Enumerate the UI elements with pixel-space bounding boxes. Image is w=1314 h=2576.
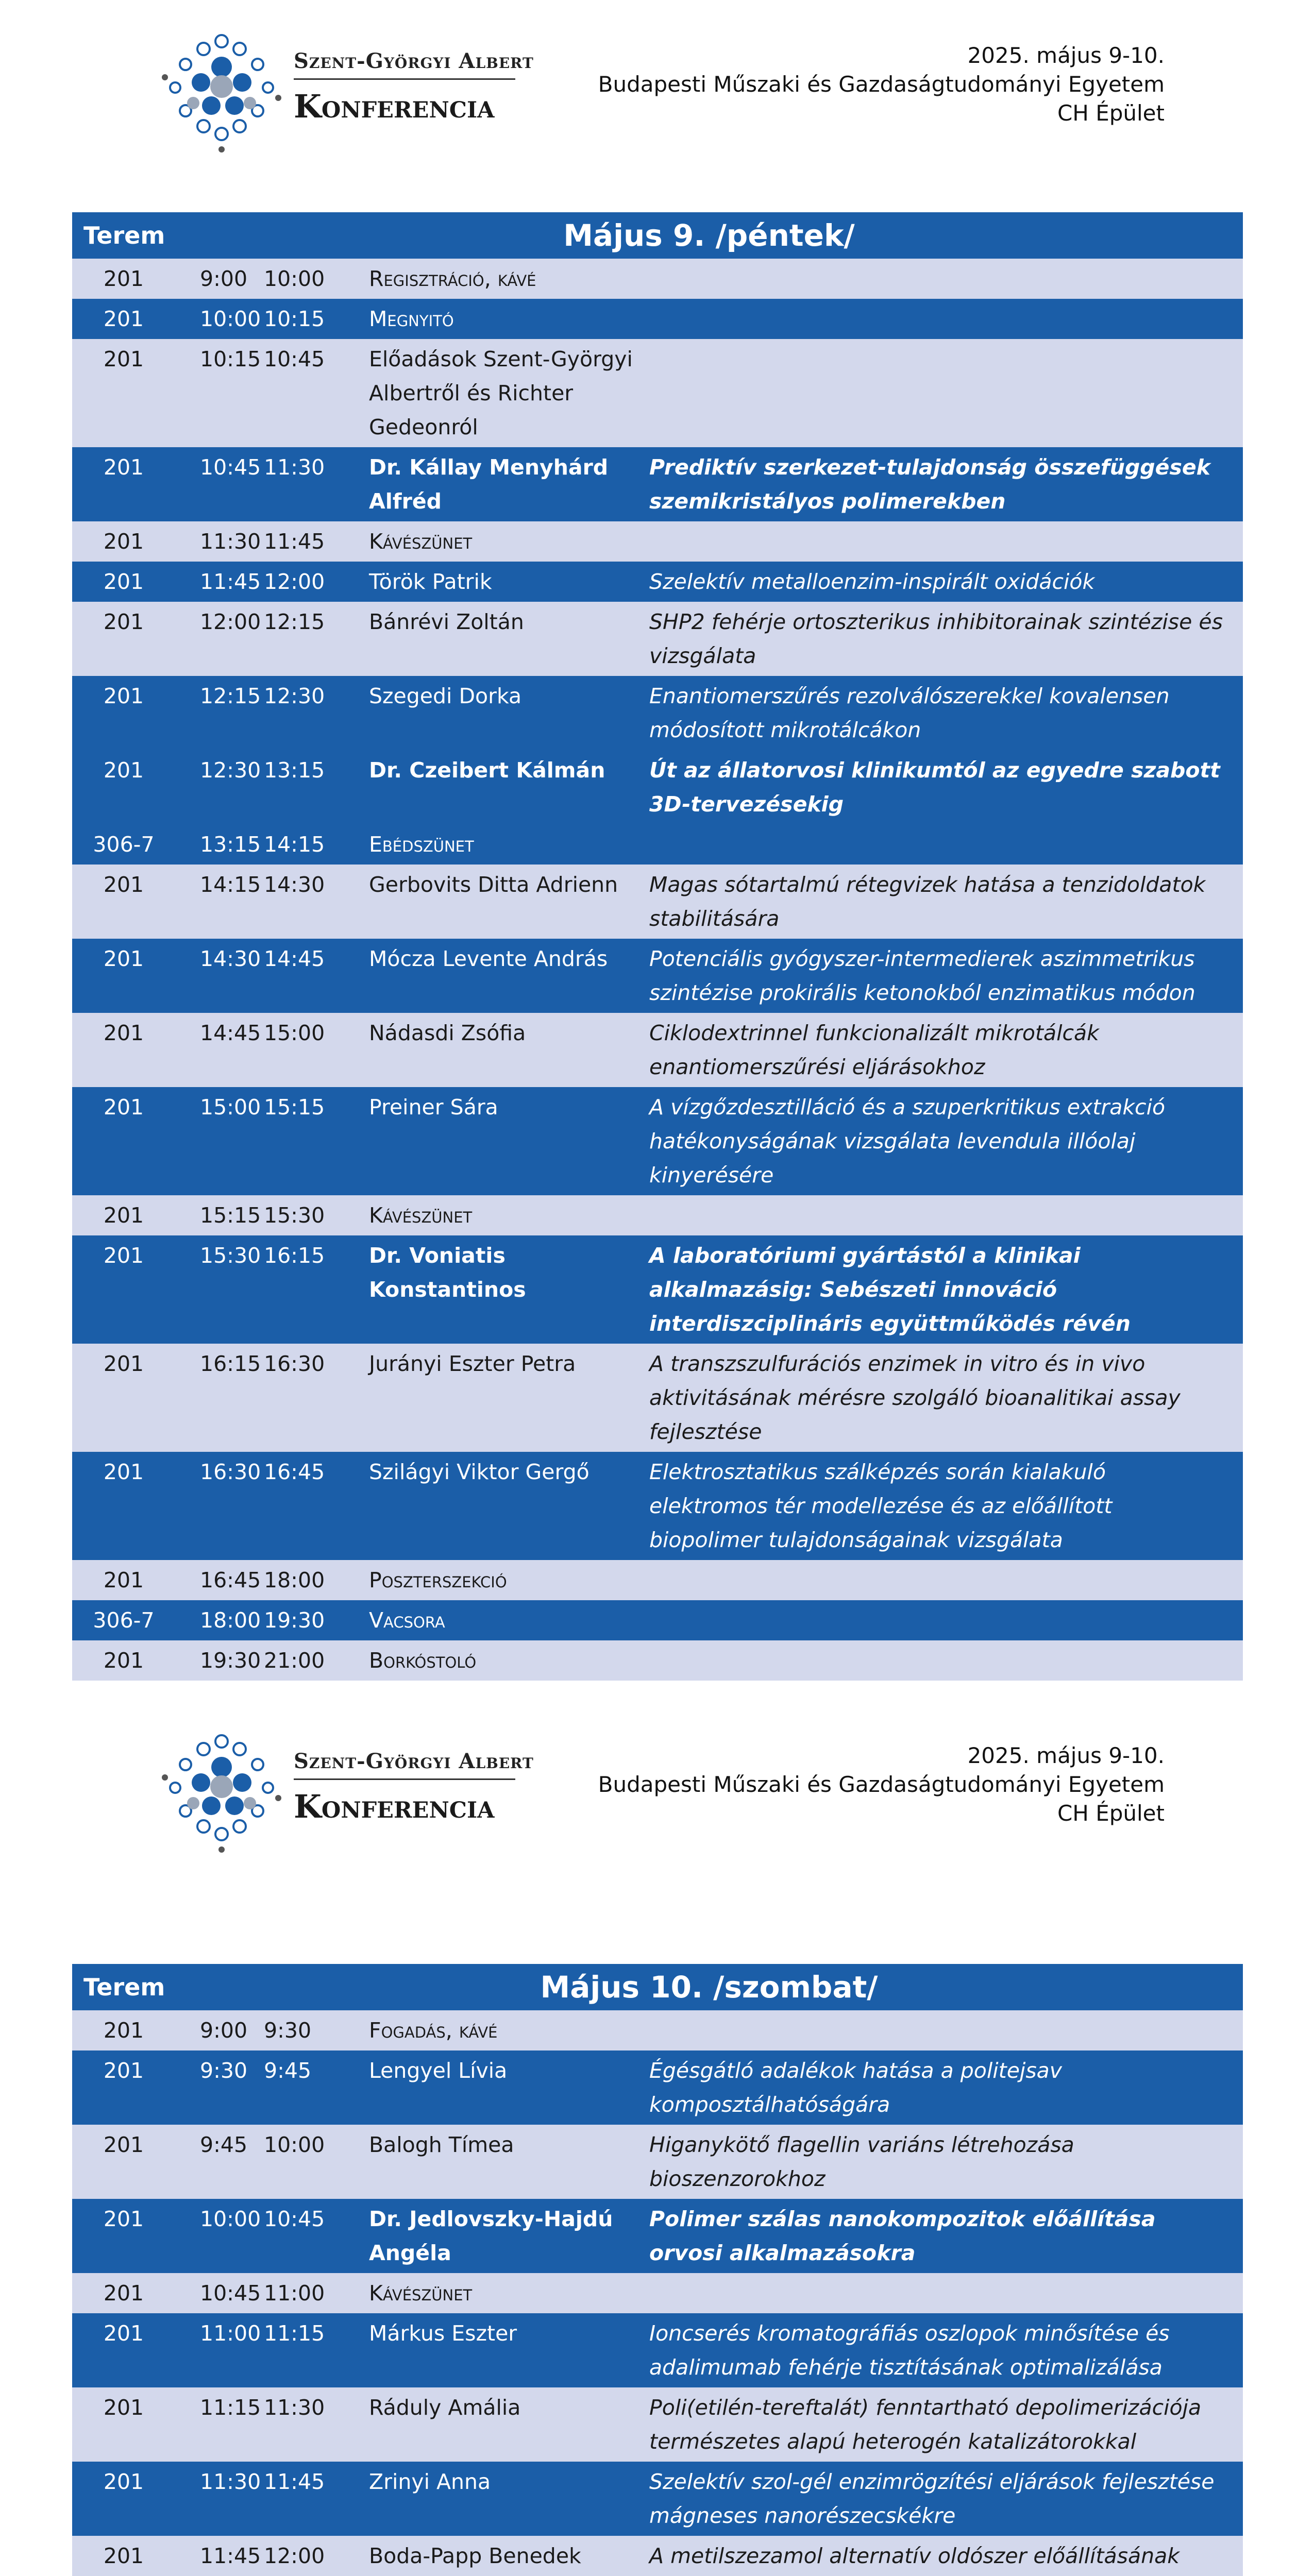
talk-title-cell: Szelektív metalloenzim-inspirált oxidációk xyxy=(649,562,1243,602)
room-cell: 201 xyxy=(72,1013,175,1087)
start-time-cell: 19:30 xyxy=(175,1640,258,1681)
room-cell: 201 xyxy=(72,865,175,939)
end-time-cell: 9:45 xyxy=(258,2050,366,2125)
talk-title-cell: Polimer szálas nanokompozitok előállítása orvosi alkalmazásokra xyxy=(649,2199,1243,2273)
speaker-cell: Gerbovits Ditta Adrienn xyxy=(366,865,649,939)
end-time-cell: 11:00 xyxy=(258,2273,366,2313)
talk-title-cell xyxy=(649,2010,1243,2050)
talk-title-cell: A vízgőzdesztilláció és a szuperkritikus extrakció hatékonyságának vizsgálata levendula illóolaj kinyerésére xyxy=(649,1087,1243,1195)
room-cell: 201 xyxy=(72,1195,175,1235)
start-time-cell: 12:30 xyxy=(175,750,258,824)
page-header xyxy=(0,1700,1314,1875)
start-time-cell: 10:00 xyxy=(175,299,258,339)
schedule-header-row xyxy=(72,1964,1243,2010)
logo-title-line2: Konferencia xyxy=(294,1788,495,1825)
schedule-row xyxy=(72,2125,1243,2199)
speaker-cell: Borkóstoló xyxy=(366,1640,649,1681)
logo-divider xyxy=(294,1778,515,1780)
end-time-cell: 15:15 xyxy=(258,1087,366,1195)
speaker-cell: Előadások Szent-Györgyi Albertről és Richter Gedeonról xyxy=(366,339,649,447)
talk-title-cell xyxy=(649,1600,1243,1640)
speaker-cell: Kávészünet xyxy=(366,521,649,562)
schedule-row xyxy=(72,1344,1243,1452)
end-time-cell: 11:30 xyxy=(258,447,366,521)
schedule-row xyxy=(72,824,1243,865)
talk-title-cell: SHP2 fehérje ortoszterikus inhibitorainak szintézise és vizsgálata xyxy=(649,602,1243,676)
room-cell: 201 xyxy=(72,750,175,824)
end-time-cell: 9:30 xyxy=(258,2010,366,2050)
talk-title-cell: A laboratóriumi gyártástól a klinikai alkalmazásig: Sebészeti innováció interdiszciplináris együttműködés révén xyxy=(649,1235,1243,1344)
start-time-cell: 14:45 xyxy=(175,1013,258,1087)
start-time-cell: 14:30 xyxy=(175,939,258,1013)
page-header xyxy=(0,0,1314,175)
room-cell: 201 xyxy=(72,562,175,602)
start-time-cell: 11:45 xyxy=(175,562,258,602)
event-building: CH Épület xyxy=(1057,100,1165,126)
schedule-row xyxy=(72,2010,1243,2050)
speaker-cell: Kávészünet xyxy=(366,2273,649,2313)
talk-title-cell: A metilszezamol alternatív oldószer előállításának xyxy=(649,2536,1243,2576)
talk-title-cell: Magas sótartalmú rétegvizek hatása a tenzidoldatok stabilitására xyxy=(649,865,1243,939)
end-time-cell: 14:45 xyxy=(258,939,366,1013)
speaker-cell: Preiner Sára xyxy=(366,1087,649,1195)
start-time-cell: 18:00 xyxy=(175,1600,258,1640)
talk-title-cell xyxy=(649,2273,1243,2313)
schedule-row xyxy=(72,1560,1243,1600)
schedule-row xyxy=(72,865,1243,939)
speaker-cell: Zrinyi Anna xyxy=(366,2462,649,2536)
speaker-cell: Török Patrik xyxy=(366,562,649,602)
end-time-cell: 10:15 xyxy=(258,299,366,339)
start-time-cell: 12:00 xyxy=(175,602,258,676)
event-date: 2025. május 9-10. xyxy=(967,43,1165,68)
room-cell: 201 xyxy=(72,339,175,447)
speaker-cell: Poszterszekció xyxy=(366,1560,649,1600)
start-time-cell: 9:00 xyxy=(175,259,258,299)
schedule-row xyxy=(72,2462,1243,2536)
schedule-row xyxy=(72,562,1243,602)
speaker-cell: Dr. Jedlovszky-Hajdú Angéla xyxy=(366,2199,649,2273)
room-cell: 201 xyxy=(72,2387,175,2462)
room-column-header: Terem xyxy=(72,212,175,259)
speaker-cell: Nádasdi Zsófia xyxy=(366,1013,649,1087)
room-cell: 201 xyxy=(72,2199,175,2273)
talk-title-cell: Ioncserés kromatográfiás oszlopok minősítése és adalimumab fehérje tisztításának optimalizálása xyxy=(649,2313,1243,2387)
end-time-cell: 10:45 xyxy=(258,339,366,447)
start-time-cell: 15:15 xyxy=(175,1195,258,1235)
event-venue: Budapesti Műszaki és Gazdaságtudományi Egyetem xyxy=(598,72,1165,97)
start-time-cell: 9:00 xyxy=(175,2010,258,2050)
talk-title-cell: Poli(etilén-tereftalát) fenntartható depolimerizációja természetes alapú heterogén katalizátorokkal xyxy=(649,2387,1243,2462)
room-cell: 201 xyxy=(72,2536,175,2576)
schedule-header-row xyxy=(72,212,1243,259)
event-info xyxy=(598,1741,1165,1828)
end-time-cell: 12:00 xyxy=(258,2536,366,2576)
schedule-table xyxy=(72,1964,1243,2576)
end-time-cell: 10:45 xyxy=(258,2199,366,2273)
end-time-cell: 18:00 xyxy=(258,1560,366,1600)
room-cell: 201 xyxy=(72,1452,175,1560)
talk-title-cell: Út az állatorvosi klinikumtól az egyedre szabott 3D-tervezésekig xyxy=(649,750,1243,824)
event-info xyxy=(598,41,1165,128)
speaker-cell: Ráduly Amália xyxy=(366,2387,649,2462)
talk-title-cell xyxy=(649,1195,1243,1235)
start-time-cell: 15:30 xyxy=(175,1235,258,1344)
start-time-cell: 14:15 xyxy=(175,865,258,939)
talk-title-cell xyxy=(649,339,1243,447)
end-time-cell: 12:30 xyxy=(258,676,366,750)
room-column-header: Terem xyxy=(72,1964,175,2010)
speaker-cell: Ebédszünet xyxy=(366,824,649,865)
end-time-cell: 11:15 xyxy=(258,2313,366,2387)
end-time-cell: 11:45 xyxy=(258,521,366,562)
talk-title-cell xyxy=(649,521,1243,562)
speaker-cell: Megnyitó xyxy=(366,299,649,339)
room-cell: 201 xyxy=(72,2010,175,2050)
talk-title-cell xyxy=(649,1640,1243,1681)
end-time-cell: 15:00 xyxy=(258,1013,366,1087)
talk-title-cell: Égésgátló adalékok hatása a politejsav komposztálhatóságára xyxy=(649,2050,1243,2125)
end-time-cell: 12:00 xyxy=(258,562,366,602)
start-time-cell: 11:00 xyxy=(175,2313,258,2387)
room-cell: 201 xyxy=(72,676,175,750)
end-time-cell: 14:30 xyxy=(258,865,366,939)
talk-title-cell: Szelektív szol-gél enzimrögzítési eljárások fejlesztése mágneses nanorészecskékre xyxy=(649,2462,1243,2536)
schedule-row xyxy=(72,1013,1243,1087)
end-time-cell: 15:30 xyxy=(258,1195,366,1235)
start-time-cell: 11:45 xyxy=(175,2536,258,2576)
schedule-row xyxy=(72,2273,1243,2313)
end-time-cell: 10:00 xyxy=(258,2125,366,2199)
talk-title-cell: A transzszulfurációs enzimek in vitro és in vivo aktivitásának mérésre szolgáló bioanalitikai assay fejlesztése xyxy=(649,1344,1243,1452)
talk-title-cell xyxy=(649,1560,1243,1600)
end-time-cell: 16:30 xyxy=(258,1344,366,1452)
schedule-row xyxy=(72,1640,1243,1681)
room-cell: 201 xyxy=(72,602,175,676)
logo-divider xyxy=(294,78,515,80)
schedule-row xyxy=(72,2050,1243,2125)
room-cell: 201 xyxy=(72,259,175,299)
start-time-cell: 11:30 xyxy=(175,2462,258,2536)
speaker-cell: Szilágyi Viktor Gergő xyxy=(366,1452,649,1560)
end-time-cell: 12:15 xyxy=(258,602,366,676)
logo-title-line1: Szent-Györgyi Albert xyxy=(294,1749,534,1773)
event-venue: Budapesti Műszaki és Gazdaságtudományi Egyetem xyxy=(598,1772,1165,1797)
room-cell: 201 xyxy=(72,299,175,339)
schedule-row xyxy=(72,1452,1243,1560)
day-title: Május 9. /péntek/ xyxy=(175,212,1243,259)
start-time-cell: 11:15 xyxy=(175,2387,258,2462)
start-time-cell: 16:45 xyxy=(175,1560,258,1600)
room-cell: 201 xyxy=(72,2462,175,2536)
room-cell: 201 xyxy=(72,1087,175,1195)
schedule-row xyxy=(72,939,1243,1013)
speaker-cell: Boda-Papp Benedek xyxy=(366,2536,649,2576)
talk-title-cell xyxy=(649,824,1243,865)
room-cell: 201 xyxy=(72,1560,175,1600)
room-cell: 201 xyxy=(72,2125,175,2199)
start-time-cell: 12:15 xyxy=(175,676,258,750)
room-cell: 201 xyxy=(72,1235,175,1344)
room-cell: 201 xyxy=(72,1344,175,1452)
speaker-cell: Szegedi Dorka xyxy=(366,676,649,750)
page-day-2 xyxy=(0,1700,1314,2576)
speaker-cell: Lengyel Lívia xyxy=(366,2050,649,2125)
talk-title-cell xyxy=(649,299,1243,339)
schedule-row xyxy=(72,1195,1243,1235)
start-time-cell: 16:30 xyxy=(175,1452,258,1560)
start-time-cell: 11:30 xyxy=(175,521,258,562)
logo-title-line1: Szent-Györgyi Albert xyxy=(294,49,534,73)
talk-title-cell xyxy=(649,259,1243,299)
schedule-row xyxy=(72,1600,1243,1640)
schedule-row xyxy=(72,259,1243,299)
end-time-cell: 16:45 xyxy=(258,1452,366,1560)
event-building: CH Épület xyxy=(1057,1801,1165,1826)
speaker-cell: Márkus Eszter xyxy=(366,2313,649,2387)
conference-logo xyxy=(155,21,534,160)
start-time-cell: 10:45 xyxy=(175,447,258,521)
start-time-cell: 9:30 xyxy=(175,2050,258,2125)
start-time-cell: 10:15 xyxy=(175,339,258,447)
speaker-cell: Dr. Kállay Menyhárd Alfréd xyxy=(366,447,649,521)
schedule-row xyxy=(72,447,1243,521)
room-cell: 201 xyxy=(72,447,175,521)
logo-title-line2: Konferencia xyxy=(294,88,495,125)
end-time-cell: 10:00 xyxy=(258,259,366,299)
room-cell: 201 xyxy=(72,2050,175,2125)
end-time-cell: 14:15 xyxy=(258,824,366,865)
start-time-cell: 15:00 xyxy=(175,1087,258,1195)
event-date: 2025. május 9-10. xyxy=(967,1743,1165,1768)
end-time-cell: 11:30 xyxy=(258,2387,366,2462)
talk-title-cell: Potenciális gyógyszer-intermedierek aszimmetrikus szintézise prokirális ketonokból enzimatikus módon xyxy=(649,939,1243,1013)
start-time-cell: 10:45 xyxy=(175,2273,258,2313)
start-time-cell: 9:45 xyxy=(175,2125,258,2199)
end-time-cell: 21:00 xyxy=(258,1640,366,1681)
schedule-table xyxy=(72,212,1243,1681)
speaker-cell: Fogadás, kávé xyxy=(366,2010,649,2050)
speaker-cell: Mócza Levente András xyxy=(366,939,649,1013)
start-time-cell: 10:00 xyxy=(175,2199,258,2273)
talk-title-cell: Elektrosztatikus szálképzés során kialakuló elektromos tér modellezése és az előállított biopolimer tulajdonságainak vizsgálata xyxy=(649,1452,1243,1560)
schedule-row xyxy=(72,2387,1243,2462)
end-time-cell: 16:15 xyxy=(258,1235,366,1344)
end-time-cell: 11:45 xyxy=(258,2462,366,2536)
speaker-cell: Bánrévi Zoltán xyxy=(366,602,649,676)
start-time-cell: 13:15 xyxy=(175,824,258,865)
room-cell: 201 xyxy=(72,2273,175,2313)
room-cell: 306-7 xyxy=(72,1600,175,1640)
schedule-row xyxy=(72,2313,1243,2387)
end-time-cell: 13:15 xyxy=(258,750,366,824)
molecule-logo-icon xyxy=(155,1721,289,1860)
schedule-row xyxy=(72,299,1243,339)
end-time-cell: 19:30 xyxy=(258,1600,366,1640)
schedule-row xyxy=(72,2536,1243,2576)
start-time-cell: 16:15 xyxy=(175,1344,258,1452)
room-cell: 201 xyxy=(72,939,175,1013)
molecule-logo-icon xyxy=(155,21,289,160)
room-cell: 201 xyxy=(72,1640,175,1681)
talk-title-cell: Higanykötő flagellin variáns létrehozása bioszenzorokhoz xyxy=(649,2125,1243,2199)
speaker-cell: Kávészünet xyxy=(366,1195,649,1235)
speaker-cell: Regisztráció, kávé xyxy=(366,259,649,299)
conference-logo xyxy=(155,1721,534,1860)
talk-title-cell: Enantiomerszűrés rezolválószerekkel kovalensen módosított mikrotálcákon xyxy=(649,676,1243,750)
schedule-row xyxy=(72,339,1243,447)
schedule-row xyxy=(72,2199,1243,2273)
schedule-row xyxy=(72,521,1243,562)
schedule-row xyxy=(72,1235,1243,1344)
room-cell: 306-7 xyxy=(72,824,175,865)
speaker-cell: Jurányi Eszter Petra xyxy=(366,1344,649,1452)
talk-title-cell: Ciklodextrinnel funkcionalizált mikrotálcák enantiomerszűrési eljárásokhoz xyxy=(649,1013,1243,1087)
room-cell: 201 xyxy=(72,2313,175,2387)
schedule-row xyxy=(72,676,1243,750)
speaker-cell: Balogh Tímea xyxy=(366,2125,649,2199)
schedule-row xyxy=(72,1087,1243,1195)
schedule-row xyxy=(72,750,1243,824)
talk-title-cell: Prediktív szerkezet-tulajdonság összefüggések szemikristályos polimerekben xyxy=(649,447,1243,521)
speaker-cell: Dr. Voniatis Konstantinos xyxy=(366,1235,649,1344)
speaker-cell: Dr. Czeibert Kálmán xyxy=(366,750,649,824)
day-title: Május 10. /szombat/ xyxy=(175,1964,1243,2010)
schedule-row xyxy=(72,602,1243,676)
speaker-cell: Vacsora xyxy=(366,1600,649,1640)
room-cell: 201 xyxy=(72,521,175,562)
